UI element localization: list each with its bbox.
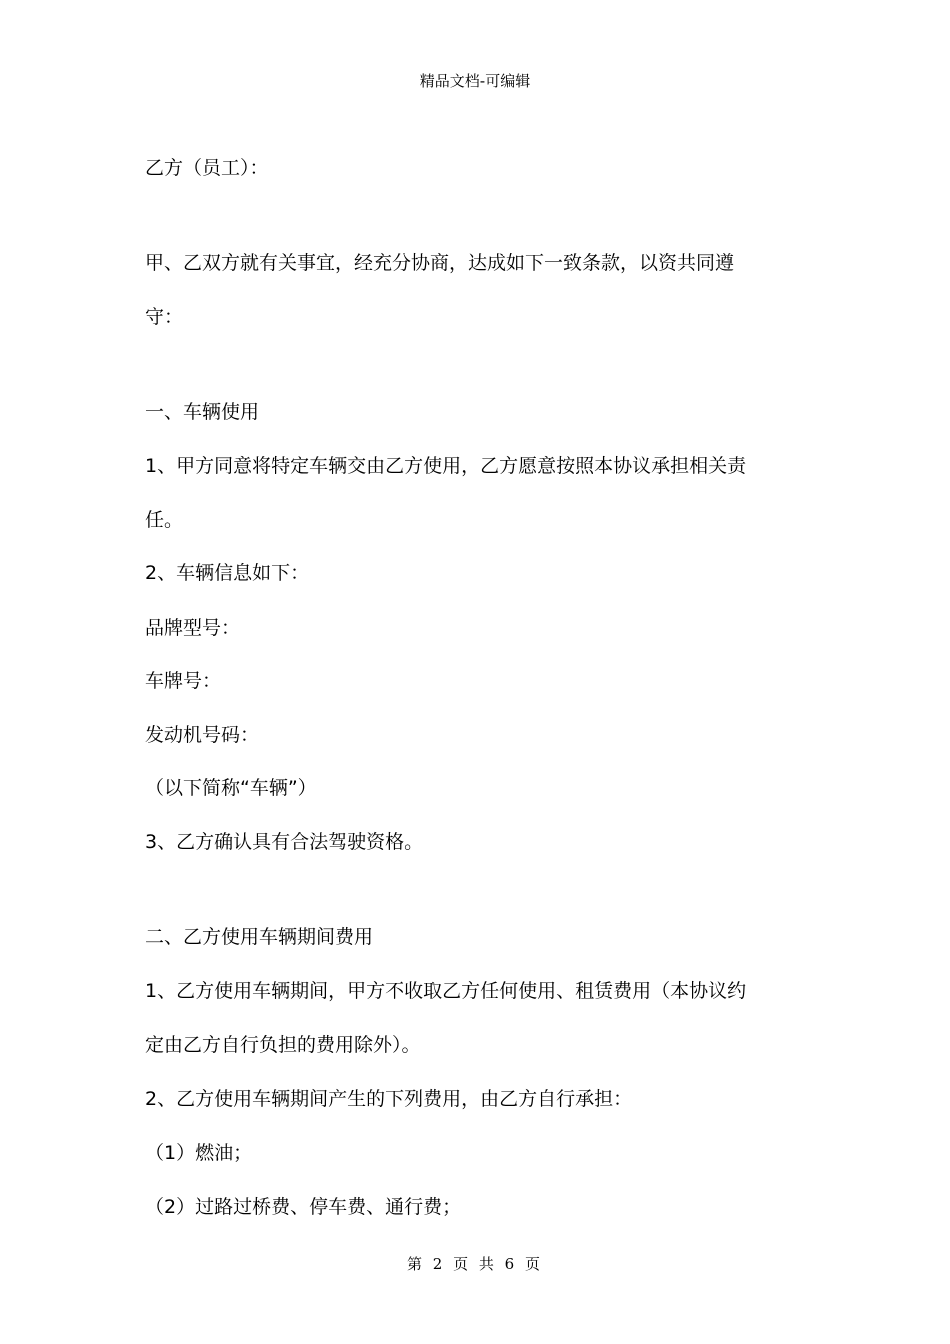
section-1-item-1-line-2: 任。 <box>145 509 184 531</box>
party-b-label: 乙方（员工）： <box>145 157 269 179</box>
section-2-subitem-1: （1）燃油； <box>145 1142 253 1164</box>
intro-paragraph-line-2: 守： <box>145 306 184 328</box>
section-2-subitem-2: （2）过路过桥费、停车费、通行费； <box>145 1196 462 1218</box>
section-1-item-2: 2、车辆信息如下： <box>145 562 310 584</box>
intro-paragraph-line-1: 甲、乙双方就有关事宜，经充分协商，达成如下一致条款，以资共同遵 <box>145 252 735 274</box>
section-2-item-1-line-2: 定由乙方自行负担的费用除外）。 <box>145 1034 421 1056</box>
brand-model-field: 品牌型号： <box>145 617 241 639</box>
plate-number-field: 车牌号： <box>145 670 222 692</box>
section-1-title: 一、车辆使用 <box>145 401 260 423</box>
short-name-note: （以下简称“车辆”） <box>145 777 317 799</box>
page-number-footer: 第 2 页 共 6 页 <box>407 1255 543 1273</box>
section-1-item-1-line-1: 1、甲方同意将特定车辆交由乙方使用，乙方愿意按照本协议承担相关责 <box>145 455 747 477</box>
page-header: 精品文档-可编辑 <box>419 72 531 90</box>
engine-number-field: 发动机号码： <box>145 724 260 746</box>
section-2-title: 二、乙方使用车辆期间费用 <box>145 926 374 948</box>
section-2-item-2: 2、乙方使用车辆期间产生的下列费用，由乙方自行承担： <box>145 1088 633 1110</box>
section-1-item-3: 3、乙方确认具有合法驾驶资格。 <box>145 831 424 853</box>
section-2-item-1-line-1: 1、乙方使用车辆期间，甲方不收取乙方任何使用、租赁费用（本协议约 <box>145 980 747 1002</box>
